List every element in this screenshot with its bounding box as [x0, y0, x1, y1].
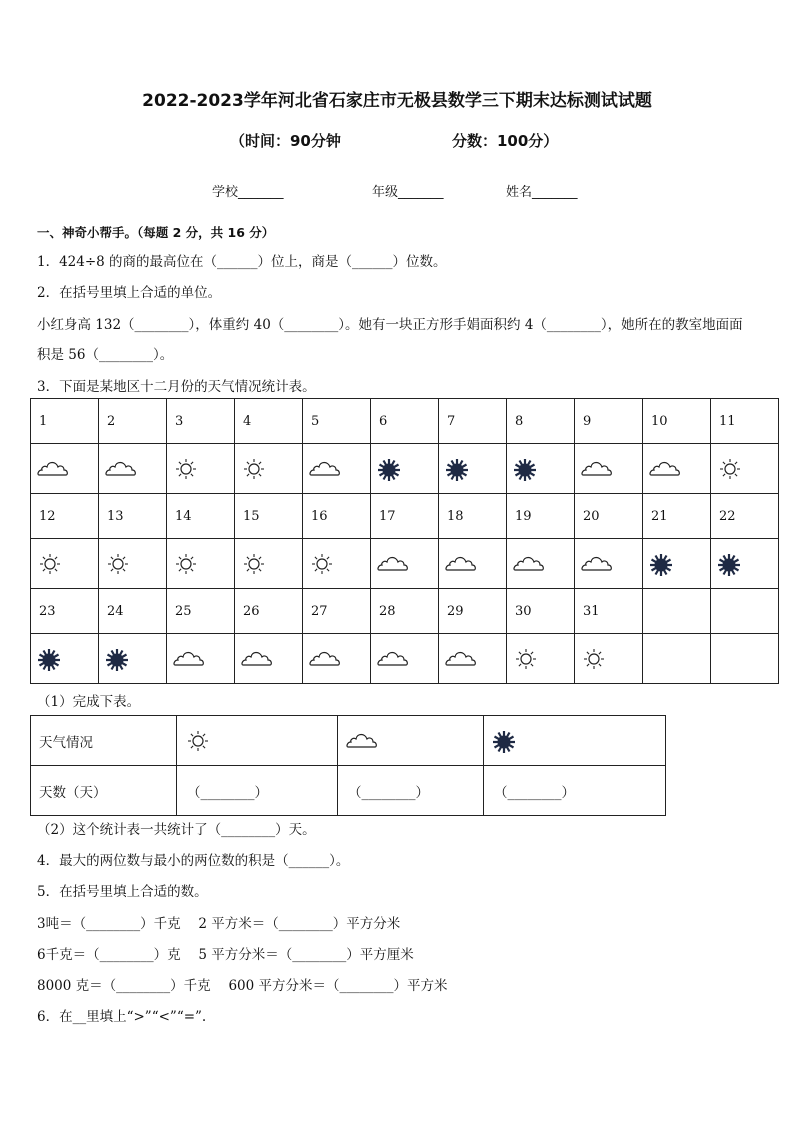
- sun-icon: [241, 553, 273, 575]
- weather-day-cell: [711, 589, 779, 634]
- weather-table: [30, 398, 779, 684]
- section-heading: 一、神奇小帮手。（每题 2 分，共 16 分）: [37, 225, 275, 240]
- grade-field: 年级_______: [372, 185, 444, 200]
- weather-icon-cell: [371, 539, 439, 589]
- cloud-icon: [513, 553, 545, 575]
- question-2: 2．在括号里填上合适的单位。: [37, 285, 222, 301]
- exam-score: 分数：100分）: [452, 132, 559, 150]
- question-5-line-3: 8000 克＝（________）千克 600 平方分米＝（________）平方米: [37, 978, 448, 994]
- question-3-sub-2: （2）这个统计表一共统计了（________）天。: [37, 822, 316, 838]
- sun-icon: [309, 553, 341, 575]
- summary-blank-cloud[interactable]: （________）: [338, 766, 484, 816]
- weather-day-cell: 14: [167, 494, 235, 539]
- weather-icon-cell: [235, 539, 303, 589]
- weather-icon-cell: [711, 539, 779, 589]
- question-3-sub-1: （1）完成下表。: [37, 694, 141, 710]
- weather-day-cell: 1: [31, 399, 99, 444]
- weather-day-cell: 2: [99, 399, 167, 444]
- weather-icon-cell: [167, 444, 235, 494]
- weather-icon-cell: [507, 444, 575, 494]
- weather-icon-cell: [167, 634, 235, 684]
- weather-icon-cell: [439, 634, 507, 684]
- cloud-icon: [105, 458, 137, 480]
- snowflake-icon: [105, 648, 137, 670]
- cloud-icon: [445, 648, 477, 670]
- weather-day-cell: 22: [711, 494, 779, 539]
- cloud-icon: [649, 458, 681, 480]
- weather-day-cell: 16: [303, 494, 371, 539]
- sun-icon: [241, 458, 273, 480]
- summary-blank-snow[interactable]: （________）: [484, 766, 666, 816]
- weather-day-cell: 20: [575, 494, 643, 539]
- weather-icon-cell: [235, 444, 303, 494]
- question-6: 6．在__里填上“>”“<”“=”.: [37, 1009, 207, 1025]
- snowflake-icon: [649, 553, 681, 575]
- weather-day-cell: 28: [371, 589, 439, 634]
- weather-icon-cell: [99, 444, 167, 494]
- snowflake-icon: [492, 730, 524, 752]
- weather-day-cell: 8: [507, 399, 575, 444]
- sun-icon: [105, 553, 137, 575]
- weather-icon-cell: [711, 444, 779, 494]
- weather-icon-cell: [167, 539, 235, 589]
- weather-icon-cell: [303, 444, 371, 494]
- weather-day-cell: 12: [31, 494, 99, 539]
- question-3: 3．下面是某地区十二月份的天气情况统计表。: [37, 379, 316, 395]
- weather-icon-cell: [303, 539, 371, 589]
- sun-icon: [173, 458, 205, 480]
- summary-table: [30, 715, 666, 816]
- question-2-line-2: 积是 56（________）。: [37, 347, 174, 363]
- snowflake-icon: [717, 553, 749, 575]
- cloud-icon: [346, 730, 378, 752]
- weather-day-cell: 30: [507, 589, 575, 634]
- weather-day-cell: 11: [711, 399, 779, 444]
- exam-time: （时间：90分钟: [230, 132, 341, 150]
- cloud-icon: [377, 648, 409, 670]
- cloud-icon: [241, 648, 273, 670]
- weather-icon-cell: [711, 634, 779, 684]
- sun-icon: [173, 553, 205, 575]
- weather-icon-cell: [371, 634, 439, 684]
- weather-day-cell: 24: [99, 589, 167, 634]
- summary-row1-label: 天气情况: [31, 716, 177, 766]
- weather-day-cell: 29: [439, 589, 507, 634]
- cloud-icon: [173, 648, 205, 670]
- cloud-icon: [581, 553, 613, 575]
- weather-day-cell: 3: [167, 399, 235, 444]
- weather-icon-cell: [575, 444, 643, 494]
- weather-day-cell: 4: [235, 399, 303, 444]
- weather-day-cell: 18: [439, 494, 507, 539]
- weather-icon-cell: [31, 634, 99, 684]
- weather-icon-cell: [575, 539, 643, 589]
- cloud-icon: [309, 458, 341, 480]
- weather-icon-cell: [439, 539, 507, 589]
- weather-day-cell: 19: [507, 494, 575, 539]
- cloud-icon: [377, 553, 409, 575]
- weather-day-cell: 10: [643, 399, 711, 444]
- weather-day-cell: 17: [371, 494, 439, 539]
- sun-icon: [513, 648, 545, 670]
- weather-icon-cell: [643, 634, 711, 684]
- weather-icon-cell: [99, 539, 167, 589]
- weather-day-cell: 26: [235, 589, 303, 634]
- cloud-icon: [309, 648, 341, 670]
- weather-icon-cell: [31, 539, 99, 589]
- weather-day-cell: 31: [575, 589, 643, 634]
- snowflake-icon: [445, 458, 477, 480]
- weather-day-cell: [643, 589, 711, 634]
- summary-icon-sun: [177, 716, 338, 766]
- weather-icon-cell: [643, 539, 711, 589]
- weather-icon-cell: [99, 634, 167, 684]
- question-5-line-2: 6千克＝（________）克 5 平方分米＝（________）平方厘米: [37, 947, 414, 963]
- summary-icon-cloud: [338, 716, 484, 766]
- weather-icon-cell: [371, 444, 439, 494]
- weather-day-cell: 15: [235, 494, 303, 539]
- weather-icon-cell: [575, 634, 643, 684]
- question-1: 1．424÷8 的商的最高位在（______）位上，商是（______）位数。: [37, 254, 447, 270]
- weather-icon-cell: [507, 539, 575, 589]
- sun-icon: [581, 648, 613, 670]
- snowflake-icon: [377, 458, 409, 480]
- page-title: 2022-2023学年河北省石家庄市无极县数学三下期末达标测试试题: [142, 91, 652, 111]
- cloud-icon: [37, 458, 69, 480]
- summary-row2-label: 天数（天）: [31, 766, 177, 816]
- summary-blank-sun[interactable]: （________）: [177, 766, 338, 816]
- weather-day-cell: 21: [643, 494, 711, 539]
- weather-day-cell: 7: [439, 399, 507, 444]
- weather-icon-cell: [507, 634, 575, 684]
- weather-day-cell: 25: [167, 589, 235, 634]
- sun-icon: [37, 553, 69, 575]
- question-5: 5．在括号里填上合适的数。: [37, 884, 208, 900]
- weather-icon-cell: [439, 444, 507, 494]
- weather-day-cell: 27: [303, 589, 371, 634]
- question-2-line-1: 小红身高 132（________），体重约 40（________）。她有一块正方形手娟面积约 4（________），她所在的教室地面面: [37, 317, 743, 333]
- question-5-line-1: 3吨＝（________）千克 2 平方米＝（________）平方分米: [37, 916, 401, 932]
- name-field: 姓名_______: [506, 185, 578, 200]
- weather-icon-cell: [31, 444, 99, 494]
- weather-icon-cell: [643, 444, 711, 494]
- weather-icon-cell: [235, 634, 303, 684]
- snowflake-icon: [513, 458, 545, 480]
- school-field: 学校_______: [212, 185, 284, 200]
- sun-icon: [185, 730, 217, 752]
- summary-icon-snow: [484, 716, 666, 766]
- weather-day-cell: 23: [31, 589, 99, 634]
- weather-day-cell: 5: [303, 399, 371, 444]
- cloud-icon: [581, 458, 613, 480]
- snowflake-icon: [37, 648, 69, 670]
- question-4: 4．最大的两位数与最小的两位数的积是（______）。: [37, 853, 350, 869]
- weather-icon-cell: [303, 634, 371, 684]
- cloud-icon: [445, 553, 477, 575]
- weather-day-cell: 13: [99, 494, 167, 539]
- weather-day-cell: 6: [371, 399, 439, 444]
- weather-day-cell: 9: [575, 399, 643, 444]
- sun-icon: [717, 458, 749, 480]
